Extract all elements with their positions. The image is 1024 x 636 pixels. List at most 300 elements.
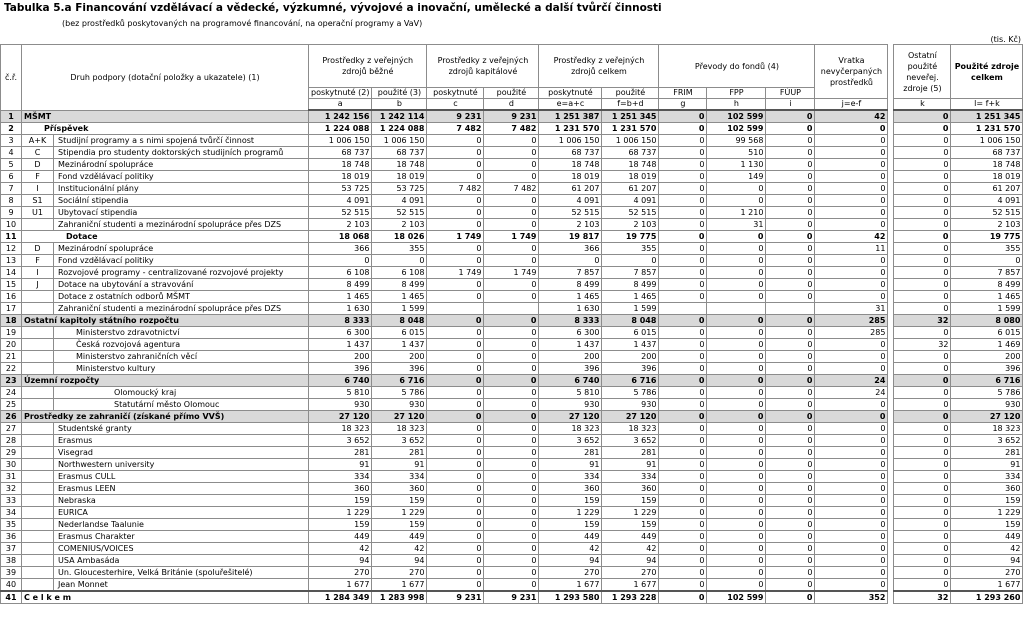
cell-value: 0 [894, 483, 951, 495]
cell-value: 0 [815, 495, 888, 507]
cell-value: 0 [815, 567, 888, 579]
cell-value: 8 499 [951, 279, 1023, 291]
cell-value: 0 [484, 279, 539, 291]
row-code: I [22, 183, 54, 195]
cell-value: 1 630 [539, 303, 602, 315]
cell-value: 0 [659, 123, 707, 135]
cell-value: 91 [602, 459, 659, 471]
cell-value: 94 [951, 555, 1023, 567]
cell-value: 0 [894, 399, 951, 411]
table-row [1, 387, 1023, 399]
row-number: 21 [1, 351, 22, 363]
cell-value: 0 [659, 399, 707, 411]
table-row [1, 135, 1023, 147]
cell-value: 1 599 [372, 303, 427, 315]
cell-value: 0 [766, 183, 815, 195]
cell-value: 1 006 150 [602, 135, 659, 147]
cell-value: 0 [427, 363, 484, 375]
row-number: 15 [1, 279, 22, 291]
cell-value: 8 333 [539, 315, 602, 327]
cell-value: 0 [659, 435, 707, 447]
row-label: Fond vzdělávací politiky [54, 171, 309, 183]
cell-value: 0 [427, 219, 484, 231]
cell-value: 159 [309, 519, 372, 531]
cell-value: 334 [309, 471, 372, 483]
cell-value: 0 [766, 219, 815, 231]
row-label: Ostatní kapitoly státního rozpočtu [22, 315, 309, 327]
cell-value: 0 [815, 483, 888, 495]
cell-value: 0 [815, 207, 888, 219]
table-row [1, 351, 1023, 363]
cell-value: 1 465 [539, 291, 602, 303]
cell-value: 0 [707, 435, 766, 447]
table-row [1, 459, 1023, 471]
cell-value: 0 [484, 255, 539, 267]
cell-value: 281 [372, 447, 427, 459]
cell-value: 0 [427, 279, 484, 291]
cell-value: 8 499 [372, 279, 427, 291]
cell-value: 5 810 [539, 387, 602, 399]
cell-value: 0 [815, 543, 888, 555]
cell-value: 285 [815, 327, 888, 339]
header-refund: Vratka nevyčerpaných prostředků [815, 45, 888, 99]
cell-value: 0 [894, 327, 951, 339]
cell-value: 0 [815, 135, 888, 147]
cell-value: 0 [815, 411, 888, 423]
cell-value: 1 437 [539, 339, 602, 351]
cell-value: 0 [766, 267, 815, 279]
cell-value: 0 [766, 459, 815, 471]
cell-value: 360 [309, 483, 372, 495]
cell-value: 200 [309, 351, 372, 363]
cell-value: 27 120 [602, 411, 659, 423]
cell-value: 0 [427, 459, 484, 471]
cell-value: 53 725 [309, 183, 372, 195]
cell-value: 159 [602, 495, 659, 507]
cell-value: 0 [659, 543, 707, 555]
cell-value: 1 006 150 [539, 135, 602, 147]
cell-value: 6 300 [309, 327, 372, 339]
cell-value: 0 [894, 543, 951, 555]
cell-value: 0 [815, 279, 888, 291]
table-row [1, 435, 1023, 447]
cell-value: 1 006 150 [951, 135, 1023, 147]
cell-value: 396 [951, 363, 1023, 375]
cell-value: 18 019 [602, 171, 659, 183]
row-number: 6 [1, 171, 22, 183]
row-number: 25 [1, 399, 22, 411]
cell-value: 27 120 [309, 411, 372, 423]
cell-value: 0 [427, 195, 484, 207]
cell-value: 27 120 [951, 411, 1023, 423]
row-number: 13 [1, 255, 22, 267]
cell-value: 18 068 [309, 231, 372, 243]
row-label: MŠMT [22, 110, 309, 123]
sub-header: FRIM [659, 88, 707, 99]
cell-value: 0 [766, 207, 815, 219]
cell-value: 0 [766, 110, 815, 123]
cell-value: 281 [951, 447, 1023, 459]
cell-value: 200 [951, 351, 1023, 363]
cell-value: 1 630 [309, 303, 372, 315]
cell-value: 0 [427, 507, 484, 519]
cell-value: 0 [894, 231, 951, 243]
cell-value: 0 [484, 567, 539, 579]
cell-value: 6 300 [539, 327, 602, 339]
row-label: Dotace z ostatních odborů MŠMT [54, 291, 309, 303]
column-letter: e=a+c [539, 99, 602, 111]
cell-value: 0 [707, 327, 766, 339]
cell-value: 3 652 [372, 435, 427, 447]
cell-value: 0 [484, 315, 539, 327]
row-code [22, 447, 54, 459]
row-number: 8 [1, 195, 22, 207]
cell-value: 1 224 088 [309, 123, 372, 135]
cell-value: 42 [815, 231, 888, 243]
cell-value: 0 [659, 147, 707, 159]
cell-value: 0 [484, 555, 539, 567]
table-row [1, 219, 1023, 231]
cell-value: 270 [309, 567, 372, 579]
table-row [1, 375, 1023, 387]
cell-value: 0 [659, 387, 707, 399]
table-row [1, 267, 1023, 279]
table-row [1, 327, 1023, 339]
row-number: 22 [1, 363, 22, 375]
cell-value: 0 [659, 195, 707, 207]
cell-value: 0 [815, 291, 888, 303]
row-label: Ministerstvo kultury [54, 363, 309, 375]
cell-value: 19 817 [539, 231, 602, 243]
table-row [1, 243, 1023, 255]
cell-value: 0 [815, 147, 888, 159]
cell-value: 396 [602, 363, 659, 375]
cell-value: 0 [766, 519, 815, 531]
header-support-type: Druh podpory (dotační položky a ukazatele) (1) [22, 45, 309, 111]
cell-value: 7 857 [951, 267, 1023, 279]
row-number: 27 [1, 423, 22, 435]
sub-header: použité [602, 88, 659, 99]
cell-value: 27 120 [539, 411, 602, 423]
cell-value: 52 515 [372, 207, 427, 219]
cell-value: 0 [484, 543, 539, 555]
cell-value: 0 [427, 543, 484, 555]
column-letter: g [659, 99, 707, 111]
cell-value: 1 437 [309, 339, 372, 351]
row-code [22, 543, 54, 555]
row-code: D [22, 243, 54, 255]
cell-value: 1 677 [372, 579, 427, 592]
cell-value: 0 [659, 459, 707, 471]
row-code [22, 303, 54, 315]
row-number: 5 [1, 159, 22, 171]
cell-value: 68 737 [951, 147, 1023, 159]
cell-value: 360 [951, 483, 1023, 495]
cell-value: 0 [815, 339, 888, 351]
cell-value: 2 103 [539, 219, 602, 231]
cell-value: 0 [484, 531, 539, 543]
cell-value: 5 786 [602, 387, 659, 399]
cell-value: 0 [659, 183, 707, 195]
cell-value: 0 [427, 327, 484, 339]
cell-value: 52 515 [602, 207, 659, 219]
cell-value: 0 [484, 483, 539, 495]
cell-value: 0 [484, 207, 539, 219]
cell-value: 24 [815, 387, 888, 399]
row-code [22, 351, 54, 363]
cell-value: 7 482 [427, 123, 484, 135]
cell-value: 0 [427, 375, 484, 387]
cell-value: 18 019 [951, 171, 1023, 183]
cell-value: 0 [659, 135, 707, 147]
table-row [1, 363, 1023, 375]
cell-value: 7 857 [539, 267, 602, 279]
table-row [1, 411, 1023, 423]
cell-value: 0 [659, 471, 707, 483]
cell-value: 0 [707, 291, 766, 303]
cell-value: 18 019 [372, 171, 427, 183]
cell-value: 0 [894, 411, 951, 423]
cell-value: 0 [815, 183, 888, 195]
table-row [1, 399, 1023, 411]
cell-value: 0 [766, 483, 815, 495]
cell-value: 0 [766, 195, 815, 207]
table-row [1, 255, 1023, 267]
cell-value: 0 [309, 255, 372, 267]
table-title: Tabulka 5.a Financování vzdělávací a vědecké, výzkumné, vývojové a inovační, umělecké a další tvůrčí činnosti [4, 2, 662, 14]
table-subtitle: (bez prostředků poskytovaných na programové financování, na operační programy a VaV) [62, 19, 423, 28]
cell-value: 102 599 [707, 591, 766, 604]
cell-value: 0 [894, 110, 951, 123]
cell-value: 18 323 [951, 423, 1023, 435]
row-number: 7 [1, 183, 22, 195]
table-row [1, 303, 1023, 315]
cell-value: 510 [707, 147, 766, 159]
unit-label: (tis. Kč) [990, 35, 1021, 44]
cell-value: 1 437 [602, 339, 659, 351]
cell-value: 0 [894, 471, 951, 483]
cell-value: 0 [427, 243, 484, 255]
cell-value: 18 323 [539, 423, 602, 435]
cell-value: 270 [951, 567, 1023, 579]
cell-value: 0 [602, 255, 659, 267]
cell-value: 0 [484, 579, 539, 592]
cell-value: 0 [484, 291, 539, 303]
cell-value: 930 [951, 399, 1023, 411]
cell-value: 355 [372, 243, 427, 255]
row-label: Ministerstvo zahraničních věcí [54, 351, 309, 363]
cell-value: 0 [766, 255, 815, 267]
cell-value: 0 [894, 123, 951, 135]
row-label: Zahraniční studenti a mezinárodní spolupráce přes DZS [54, 303, 309, 315]
sub-header: použité (3) [372, 88, 427, 99]
cell-value: 0 [815, 159, 888, 171]
row-number: 30 [1, 459, 22, 471]
cell-value: 0 [894, 351, 951, 363]
cell-value: 0 [707, 531, 766, 543]
cell-value: 0 [707, 579, 766, 592]
cell-value: 1 465 [309, 291, 372, 303]
cell-value: 0 [766, 135, 815, 147]
sub-header: použité [484, 88, 539, 99]
cell-value: 0 [427, 207, 484, 219]
cell-value: 1 242 114 [372, 110, 427, 123]
cell-value: 1 469 [951, 339, 1023, 351]
cell-value: 0 [894, 147, 951, 159]
cell-value: 0 [766, 123, 815, 135]
row-number: 12 [1, 243, 22, 255]
cell-value: 8 048 [372, 315, 427, 327]
cell-value: 42 [602, 543, 659, 555]
cell-value: 0 [815, 579, 888, 592]
cell-value: 0 [766, 579, 815, 592]
financing-table [0, 44, 1023, 604]
cell-value: 0 [766, 555, 815, 567]
cell-value: 18 748 [309, 159, 372, 171]
cell-value: 1 677 [602, 579, 659, 592]
cell-value: 0 [427, 531, 484, 543]
cell-value: 0 [484, 399, 539, 411]
cell-value: 1 677 [951, 579, 1023, 592]
cell-value: 18 019 [539, 171, 602, 183]
cell-value: 6 740 [309, 375, 372, 387]
row-number: 2 [1, 123, 22, 135]
cell-value: 1 229 [309, 507, 372, 519]
cell-value: 32 [894, 339, 951, 351]
row-code [22, 399, 54, 411]
cell-value: 1 293 260 [951, 591, 1023, 604]
cell-value: 18 748 [539, 159, 602, 171]
cell-value: 0 [894, 579, 951, 592]
cell-value: 0 [659, 255, 707, 267]
cell-value: 0 [894, 219, 951, 231]
cell-value: 0 [707, 495, 766, 507]
row-number: 11 [1, 231, 22, 243]
cell-value: 0 [766, 363, 815, 375]
table-row [1, 279, 1023, 291]
cell-value: 0 [659, 411, 707, 423]
row-number: 26 [1, 411, 22, 423]
table-row [1, 447, 1023, 459]
column-letter: a [309, 99, 372, 111]
header-capital-funds: Prostředky z veřejných zdrojů kapitálové [427, 45, 539, 88]
row-number: 40 [1, 579, 22, 592]
cell-value: 0 [707, 471, 766, 483]
row-label: Dotace na ubytování a stravování [54, 279, 309, 291]
cell-value: 0 [484, 375, 539, 387]
cell-value: 0 [659, 219, 707, 231]
cell-value: 930 [602, 399, 659, 411]
cell-value: 11 [815, 243, 888, 255]
cell-value: 0 [766, 423, 815, 435]
cell-value: 1 231 570 [539, 123, 602, 135]
cell-value: 0 [707, 363, 766, 375]
cell-value: 8 499 [602, 279, 659, 291]
cell-value: 0 [894, 243, 951, 255]
cell-value: 1 437 [372, 339, 427, 351]
cell-value: 1 251 345 [951, 110, 1023, 123]
cell-value: 91 [309, 459, 372, 471]
cell-value: 0 [707, 519, 766, 531]
row-label: Česká rozvojová agentura [54, 339, 309, 351]
cell-value: 0 [707, 567, 766, 579]
cell-value: 0 [894, 171, 951, 183]
row-number: 1 [1, 110, 22, 123]
cell-value: 396 [539, 363, 602, 375]
row-number: 28 [1, 435, 22, 447]
table-row [1, 495, 1023, 507]
row-number: 35 [1, 519, 22, 531]
row-label: Fond vzdělávací politiky [54, 255, 309, 267]
cell-value: 0 [659, 375, 707, 387]
row-label: Stipendia pro studenty doktorských studijních programů [54, 147, 309, 159]
cell-value: 18 019 [309, 171, 372, 183]
cell-value: 52 515 [309, 207, 372, 219]
table-row [1, 147, 1023, 159]
cell-value: 0 [659, 591, 707, 604]
cell-value: 1 229 [372, 507, 427, 519]
row-code: J [22, 279, 54, 291]
cell-value: 0 [894, 375, 951, 387]
cell-value: 0 [427, 567, 484, 579]
row-code [22, 219, 54, 231]
cell-value: 0 [766, 171, 815, 183]
table-row [1, 423, 1023, 435]
cell-value: 0 [815, 471, 888, 483]
cell-value: 1 599 [951, 303, 1023, 315]
cell-value: 1 006 150 [372, 135, 427, 147]
cell-value: 0 [707, 555, 766, 567]
cell-value: 0 [484, 363, 539, 375]
cell-value: 18 026 [372, 231, 427, 243]
row-code [22, 459, 54, 471]
row-number: 10 [1, 219, 22, 231]
cell-value: 0 [484, 243, 539, 255]
table-row [1, 231, 1023, 243]
cell-value: 9 231 [427, 110, 484, 123]
cell-value: 159 [372, 519, 427, 531]
cell-value: 0 [659, 507, 707, 519]
row-code [22, 471, 54, 483]
row-label: Sociální stipendia [54, 195, 309, 207]
cell-value: 0 [707, 423, 766, 435]
sub-header: poskytnuté (2) [309, 88, 372, 99]
cell-value: 8 080 [951, 315, 1023, 327]
row-code [22, 423, 54, 435]
cell-value: 0 [766, 291, 815, 303]
cell-value: 94 [372, 555, 427, 567]
cell-value: 0 [894, 363, 951, 375]
row-code: D [22, 159, 54, 171]
column-letter: i [766, 99, 815, 111]
row-code [22, 567, 54, 579]
cell-value: 0 [766, 147, 815, 159]
cell-value: 159 [951, 519, 1023, 531]
cell-value: 0 [707, 507, 766, 519]
cell-value: 0 [484, 219, 539, 231]
cell-value: 8 499 [309, 279, 372, 291]
cell-value: 2 103 [951, 219, 1023, 231]
cell-value: 68 737 [602, 147, 659, 159]
cell-value: 159 [372, 495, 427, 507]
cell-value: 0 [427, 315, 484, 327]
cell-value: 0 [894, 447, 951, 459]
cell-value: 0 [427, 171, 484, 183]
cell-value: 4 091 [372, 195, 427, 207]
cell-value: 0 [427, 495, 484, 507]
cell-value: 0 [894, 303, 951, 315]
cell-value: 99 568 [707, 135, 766, 147]
